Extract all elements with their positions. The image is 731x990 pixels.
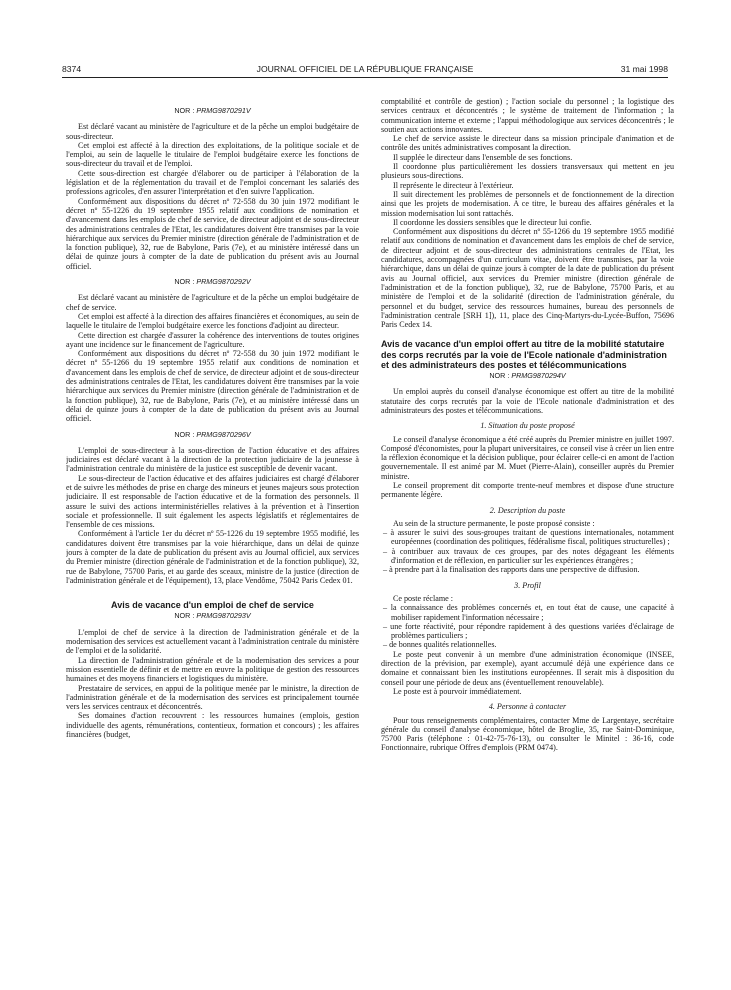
nor-reference: NOR : PRMG9870291V [174,106,251,115]
paragraph: Conformément aux dispositions du décret nº 72-558 du 30 juin 1972 modifiant le décret nº 55-1266 du 19 septembre 1955 relatif aux conditions de nomination et d'avancement dans les emplois de chef de service, de directeur adjoint et de sous-directeur des administrations centrales de l'Etat, les candidatures doivent être transmises par la voie hiérarchique aux services du Premier ministre (direction générale de l'administration et de la fonction publique), 32, rue de Babylone, Paris (7e), et au ministère intéressé dans un délai de quinze jours à compter de la date de publication du présent avis au Journal officiel. [66,349,359,424]
paragraph: Le poste peut convenir à un membre d'une administration économique (INSEE, direction de la prévision, par exemple), ayant accumulé déjà une expérience dans ce domaine et connaissant bien les institutions européennes. Il serait mis à disposition du conseil pour une période de deux ans (éventuellement renouvelable). [381,649,674,687]
list-item: – la connaissance des problèmes concernés et, en tout état de cause, une capacité à mobiliser rapidement l'information nécessaire ; [383,603,674,622]
paragraph: Il supplée le directeur dans l'ensemble de ses fonctions. [393,152,573,162]
paragraph: comptabilité et contrôle de gestion) ; l'action sociale du personnel ; la logistique des services centraux et déconcentrés ; le système de traitement de l'information ; la communication interne et externe ; l'appui méthodologique aux services déconcentrés ; le soutien aux actions innovantes. [381,97,674,134]
paragraph: Cette direction est chargée d'assurer la cohérence des interventions de toutes origines ayant une incidence sur le financement de l'agriculture. [66,330,359,349]
paragraph: Est déclaré vacant au ministère de l'agriculture et de la pêche un emploi budgétaire de sous-directeur. [66,122,359,141]
list-item: – à prendre part à la finalisation des rapports dans une perspective de diffusion. [383,565,640,575]
subsection-title: 2. Description du poste [489,505,566,515]
paragraph: Cet emploi est affecté à la direction des exploitations, de la politique sociale et de l'emploi, au sein de laquelle le titulaire de l'emploi budgétaire exerce les fonctions de sous-directeur du travail et de l'emploi. [66,140,359,169]
page-number: 8374 [62,64,82,74]
paragraph: Le sous-directeur de l'action éducative et des affaires judiciaires est chargé d'élaborer et de suivre les méthodes de prise en charge des mineurs et jeunes majeurs sous protection judiciaire. Il est responsable de l'action éducative et de la formation des personnels. Il assure le suivi des actions interministérielles relatives à la prévention et à l'insertion sociale et professionnelle. Il suit également les aspects législatifs et réglementaires de l'ensemble de ces missions. [66,473,359,530]
right-column [381,97,674,967]
header-rule [62,77,668,78]
list-item: – une forte réactivité, pour répondre rapidement à des questions variées d'éclairage de problèmes particuliers ; [383,621,674,641]
list-item: – de bonnes qualités relationnelles. [383,640,497,650]
publication-date: 31 mai 1998 [620,64,668,74]
list-item: – à contribuer aux travaux de ces groupes, par des notes dégageant les éléments d'information et de réflexion, en particulier sur les expériences étrangères ; [383,546,674,566]
paragraph: Il coordonne plus particulièrement les dossiers transversaux qui mettent en jeu plusieurs sous-directions. [381,162,674,181]
paragraph: Au sein de la structure permanente, le poste proposé consiste : [393,518,595,528]
paragraph: Le conseil d'analyse économique a été créé auprès du Premier ministre en juillet 1997. Composé d'économistes, pour la plupart universitaires, ce conseil vise à créer un lien entre la réflexion économique et la décision publique, pour éclairer celle-ci en amont de l'action gouvernementale. Il est animé par M. Muet (Pierre-Alain), conseiller auprès du Premier ministre. [381,434,674,481]
left-column [66,100,359,970]
paragraph: Il coordonne les dossiers sensibles que le directeur lui confie. [393,217,592,227]
paragraph: Un emploi auprès du conseil d'analyse économique est offert au titre de la mobilité statutaire des corps recrutés par la voie de l'Ecole nationale d'administration et des administrateurs des postes et télécommunications. [381,387,674,415]
paragraph: L'emploi de sous-directeur à la sous-direction de l'action éducative et des affaires judiciaires est déclaré vacant à la direction de la protection judiciaire de la jeunesse à l'administration centrale du ministère de la justice est susceptible de devenir vacant. [66,445,359,474]
subsection-title: 3. Profil [514,580,541,590]
nor-reference: NOR : PRMG9870292V [174,277,251,287]
paragraph: Le conseil proprement dit comporte trente-neuf membres et dispose d'une structure permanente légère. [381,481,674,500]
subsection-title: 4. Personne à contacter [488,702,567,712]
nor-reference: NOR : PRMG9870293V [174,611,251,621]
journal-title: JOURNAL OFFICIEL DE LA RÉPUBLIQUE FRANÇAISE [256,64,474,74]
page-header [62,64,668,78]
paragraph: Pour tous renseignements complémentaires, contacter Mme de Largentaye, secrétaire générale du conseil d'analyse économique, hôtel de Broglie, 35, rue Saint-Dominique, 75700 Paris (téléphone : 01-42-75-76-13), ou consulter le Minitel : 36-16, code Fonctionnaire, rubrique Offres d'emplois (PRM 0474). [381,715,674,753]
paragraph: Il représente le directeur à l'extérieur. [393,180,514,190]
paragraph: Il suit directement les problèmes de personnels et de fonctionnement de la direction ainsi que les projets de modernisation. A ce titre, le bureau des affaires générales et la mission modernisation lui sont rattachés. [381,189,674,218]
paragraph: Est déclaré vacant au ministère de l'agriculture et de la pêche un emploi budgétaire de chef de service. [66,293,359,312]
paragraph: L'emploi de chef de service à la direction de l'administration générale et de la modernisation des services est actuellement vacant à l'administration centrale du ministère de l'emploi et de la solidarité. [66,627,359,656]
paragraph: Ses domaines d'action recouvrent : les ressources humaines (emplois, gestion individuelle des agents, rémunérations, contentieux, formation et concours) ; les affaires financières (budget, [66,711,359,740]
nor-reference: NOR : PRMG9870294V [489,371,566,381]
section-heading: Avis de vacance d'un emploi de chef de service [111,600,314,611]
paragraph: Prestataire de services, en appui de la politique menée par le ministre, la direction de l'administration générale et de la modernisation des services est principalement tournée vers les services centraux et déconcentrés. [66,683,359,712]
subsection-title: 1. Situation du poste proposé [480,421,575,431]
paragraph: Conformément aux dispositions du décret nº 72-558 du 30 juin 1972 modifiant le décret nº 55-1226 du 19 septembre 1955 relatif aux conditions de nomination et d'avancement dans les emplois de chef de service, de directeur adjoint et de sous-directeur des administrations centrales de l'Etat, les candidatures doivent être transmises par la voie hiérarchique aux services du Premier ministre (direction générale de l'administration et de la fonction publique), 32, rue de Babylone, Paris (7e), et au ministère intéressé dans un délai de quinze jours à compter de la date de publication du présent avis au Journal officiel. [66,196,359,271]
section-heading: Avis de vacance d'un emploi offert au titre de la mobilité statutaire des corps recrutés par la voie de l'Ecole nationale d'administration et des administrateurs des postes et télécommunications [381,339,667,370]
paragraph: La direction de l'administration générale et de la modernisation des services a pour mission essentielle de définir et de mettre en œuvre la politique de gestion des ressources humaines et des moyens financiers et logistiques du ministère. [66,655,359,684]
paragraph: Conformément aux dispositions du décret nº 55-1266 du 19 septembre 1955 modifié relatif aux conditions de nomination et d'avancement dans les emplois de chef de service, de directeur adjoint et de sous-directeur des administrations centrales de l'Etat, les candidatures, accompagnées d'un curriculum vitae, doivent être transmises, par la voie hiérarchique, dans un délai de quinze jours à compter de la date de publication du présent avis au Journal officiel, aux services du Premier ministre (direction générale de l'administration et de la fonction publique), 32, rue de Babylone, 75700 Paris, et au ministère de l'emploi et de la solidarité (direction de l'administration générale, du personnel et du budget, service des ressources humaines, bureau des personnels de l'administration centrale [SRH 1]), 11, place des Cinq-Martyrs-du-Lycée-Buffon, 75696 Paris Cedex 14. [381,227,674,330]
paragraph: Conformément à l'article 1er du décret nº 55-1226 du 19 septembre 1955 modifié, les candidatures doivent être transmises par la voie hiérarchique, dans un délai de quinze jours à compter de la date de publication du présent avis au Journal officiel, aux services du Premier ministre (direction générale de l'administration et de la fonction publique), 32, rue de Babylone, 75700 Paris, et au garde des sceaux, ministre de la justice (direction de l'administration générale et de l'équipement), 13, place Vendôme, 75042 Paris Cedex 01. [66,529,359,585]
paragraph: Ce poste réclame : [393,593,454,603]
nor-reference: NOR : PRMG9870296V [174,429,251,439]
paragraph: Le chef de service assiste le directeur dans sa mission principale d'animation et de contrôle des unités administratives composant la direction. [381,134,674,153]
paragraph: Cet emploi est affecté à la direction des affaires financières et économiques, au sein de laquelle le titulaire de l'emploi budgétaire exerce les fonctions d'adjoint au directeur. [66,311,359,331]
paragraph: Cette sous-direction est chargée d'élaborer ou de participer à l'élaboration de la législation et de la réglementation du travail et de l'emploi concernant les salariés des professions agricoles, d'en assurer l'interprétation et d'en suivre l'application. [66,168,359,197]
list-item: – à assurer le suivi des sous-groupes traitant de questions internationales, notamment européennes (coordination des politiques, fédéralisme fiscal, politiques structurelles) ; [383,528,674,547]
paragraph: Le poste est à pourvoir immédiatement. [393,686,522,696]
